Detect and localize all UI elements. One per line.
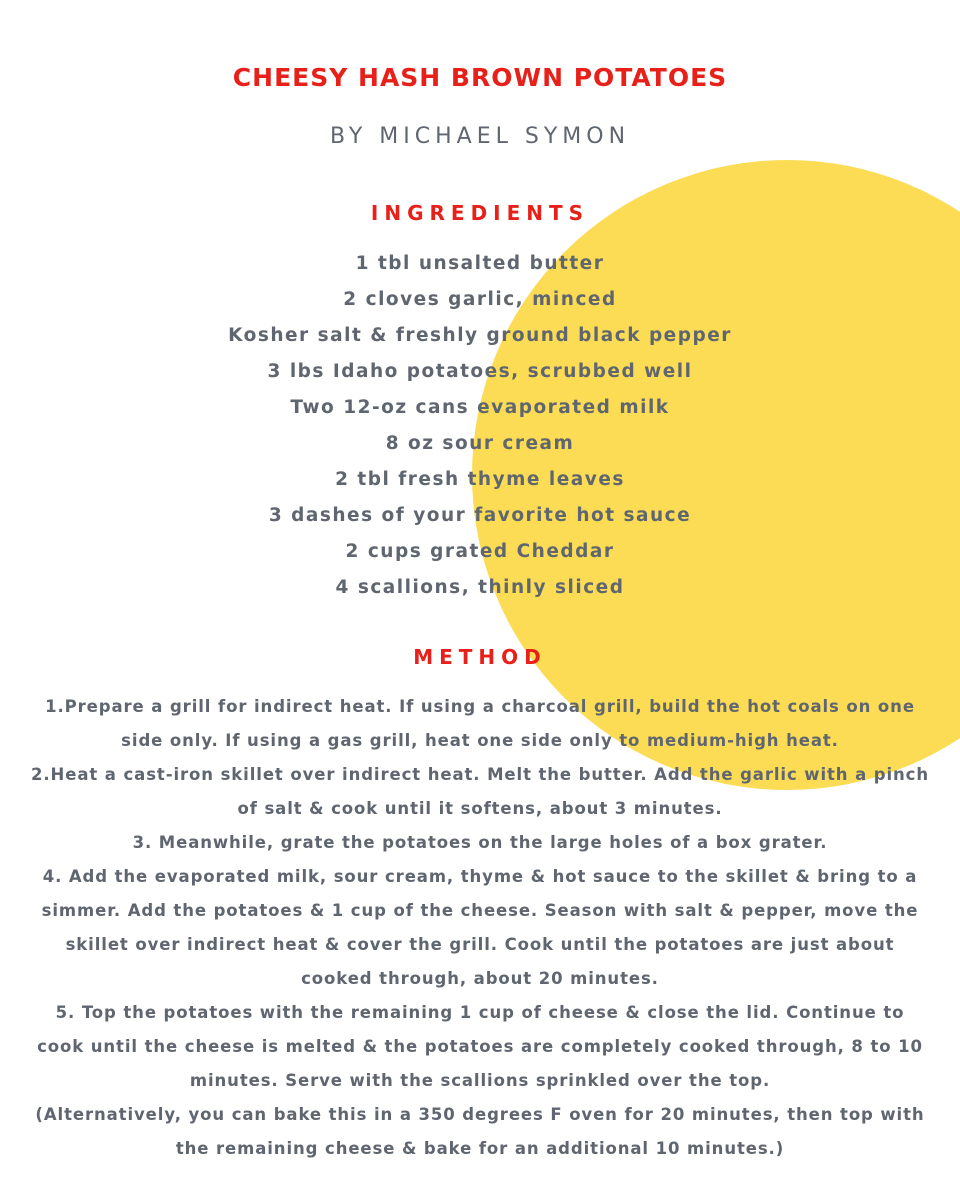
ingredients-list: [0, 246, 960, 606]
ingredient-item: Kosher salt & freshly ground black pepper: [228, 325, 732, 346]
recipe-byline: BY MICHAEL SYMON: [329, 124, 631, 149]
method-step: 1.Prepare a grill for indirect heat. If using a charcoal grill, build the hot coals on one side only. If using a gas grill, heat one side only to medium-high heat.: [45, 697, 915, 750]
method-steps: [30, 690, 930, 1166]
recipe-title: CHEESY HASH BROWN POTATOES: [232, 63, 728, 92]
method-step: 2.Heat a cast-iron skillet over indirect heat. Melt the butter. Add the garlic with a pinch of salt & cook until it softens, about 3 minutes.: [30, 765, 930, 818]
ingredients-heading: INGREDIENTS: [370, 201, 590, 225]
method-heading: METHOD: [413, 645, 547, 669]
method-step: 4. Add the evaporated milk, sour cream, thyme & hot sauce to the skillet & bring to a simmer. Add the potatoes & 1 cup of the cheese. Season with salt & pepper, move the skillet over indirect heat & cover the grill. Cook until the potatoes are just about cooked through, about 20 minutes.: [41, 867, 919, 988]
method-step: 5. Top the potatoes with the remaining 1 cup of cheese & close the lid. Continue to cook until the cheese is melted & the potatoes are completely cooked through, 8 to 10 minutes. Serve with the scallions sprinkled over the top.: [37, 1003, 923, 1090]
ingredient-item: 4 scallions, thinly sliced: [335, 577, 625, 598]
method-step: 3. Meanwhile, grate the potatoes on the large holes of a box grater.: [132, 833, 828, 852]
ingredient-item: 8 oz sour cream: [385, 433, 575, 454]
ingredient-item: 3 lbs Idaho potatoes, scrubbed well: [267, 361, 693, 382]
ingredient-item: 2 cloves garlic, minced: [343, 289, 617, 310]
method-note: (Alternatively, you can bake this in a 350 degrees F oven for 20 minutes, then top with the remaining cheese & bake for an additional 10 minutes.): [35, 1105, 925, 1158]
ingredient-item: 2 cups grated Cheddar: [345, 541, 615, 562]
ingredient-item: 1 tbl unsalted butter: [355, 253, 605, 274]
ingredient-item: Two 12-oz cans evaporated milk: [290, 397, 670, 418]
ingredient-item: 2 tbl fresh thyme leaves: [335, 469, 625, 490]
ingredient-item: 3 dashes of your favorite hot sauce: [268, 505, 692, 526]
